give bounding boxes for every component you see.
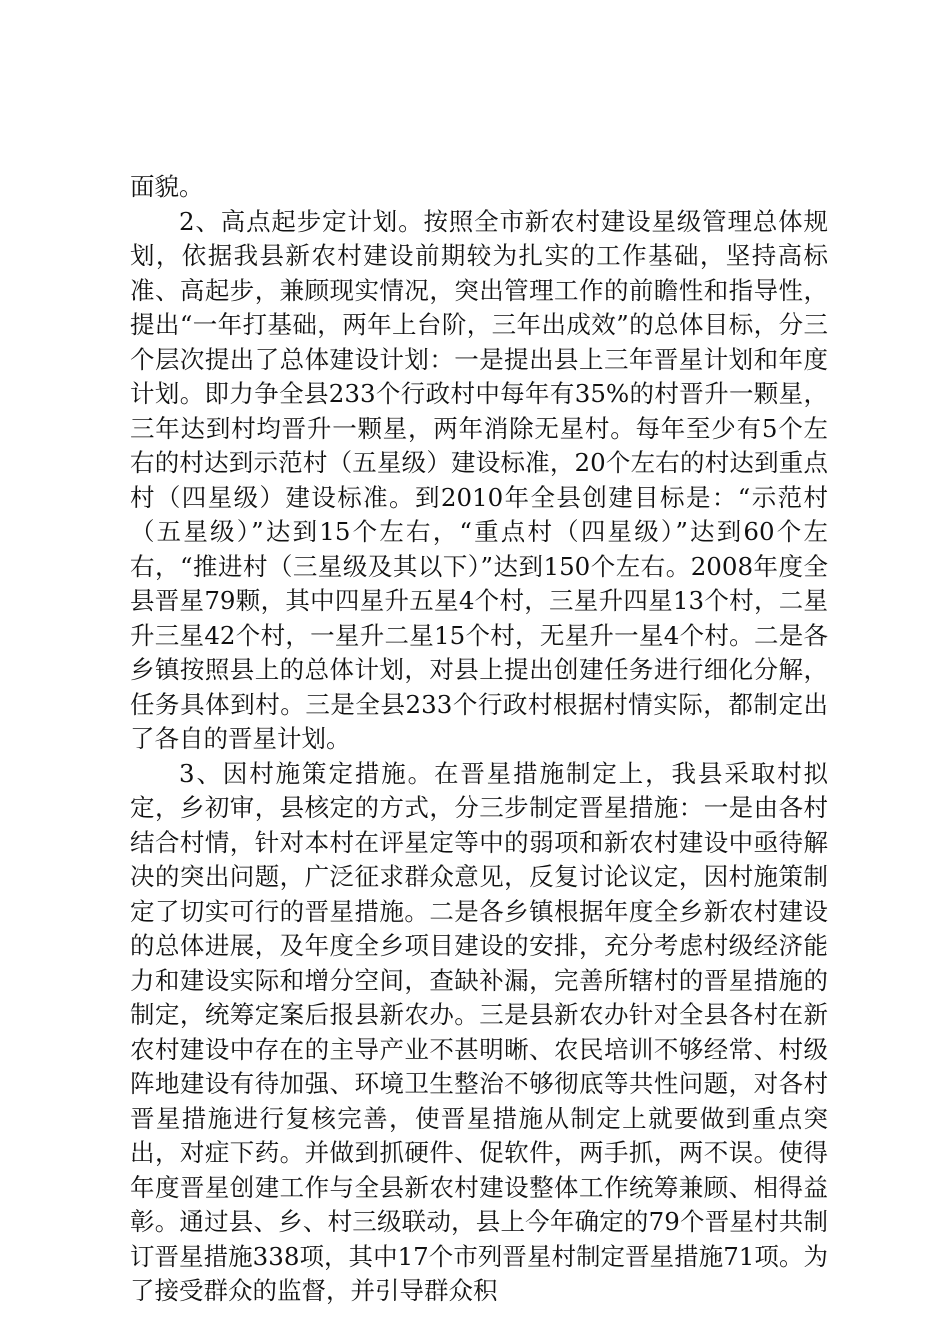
paragraph-2: 2、高点起步定计划。按照全市新农村建设星级管理总体规划，依据我县新农村建设前期较为扎实的工作基础，坚持高标准、高起步，兼顾现实情况，突出管理工作的前瞻性和指导性，提出“一年打基础，两年上台阶，三年出成效”的总体目标，分三个层次提出了总体建设计划：一是提出县上三年晋星计划和年度计划。即力争全县233个行政村中每年有35%的村晋升一颗星，三年达到村均晋升一颗星，两年消除无星村。每年至少有5个左右的村达到示范村（五星级）建设标准，20个左右的村达到重点村（四星级）建设标准。到2010年全县创建目标是：“示范村（五星级）”达到15个左右，“重点村（四星级）”达到60个左右，“推进村（三星级及其以下）”达到150个左右。2008年度全县晋星79颗，其中四星升五星4个村，三星升四星13个村，二星升三星42个村，一星升二星15个村，无星升一星4个村。二是各乡镇按照县上的总体计划，对县上提出创建任务进行细化分解，任务具体到村。三是全县233个行政村根据村情实际，都制定出了各自的晋星计划。 [130, 206, 828, 753]
paragraph-1: 面貌。 [130, 172, 204, 201]
document-body [130, 170, 828, 1309]
paragraph-3: 3、因村施策定措施。在晋星措施制定上，我县采取村拟定，乡初审，县核定的方式，分三步制定晋星措施：一是由各村结合村情，针对本村在评星定等中的弱项和新农村建设中亟待解决的突出问题，广泛征求群众意见，反复讨论议定，因村施策制定了切实可行的晋星措施。二是各乡镇根据年度全乡新农村建设的总体进展，及年度全乡项目建设的安排，充分考虑村级经济能力和建设实际和增分空间，查缺补漏，完善所辖村的晋星措施的制定，统筹定案后报县新农办。三是县新农办针对全县各村在新农村建设中存在的主导产业不甚明晰、农民培训不够经常、村级阵地建设有待加强、环境卫生整治不够彻底等共性问题，对各村晋星措施进行复核完善，使晋星措施从制定上就要做到重点突出，对症下药。并做到抓硬件、促软件，两手抓，两不误。使得年度晋星创建工作与全县新农村建设整体工作统筹兼顾、相得益彰。通过县、乡、村三级联动，县上今年确定的79个晋星村共制订晋星措施338项，其中17个市列晋星村制定晋星措施71项。为了接受群众的监督，并引导群众积 [130, 758, 828, 1305]
